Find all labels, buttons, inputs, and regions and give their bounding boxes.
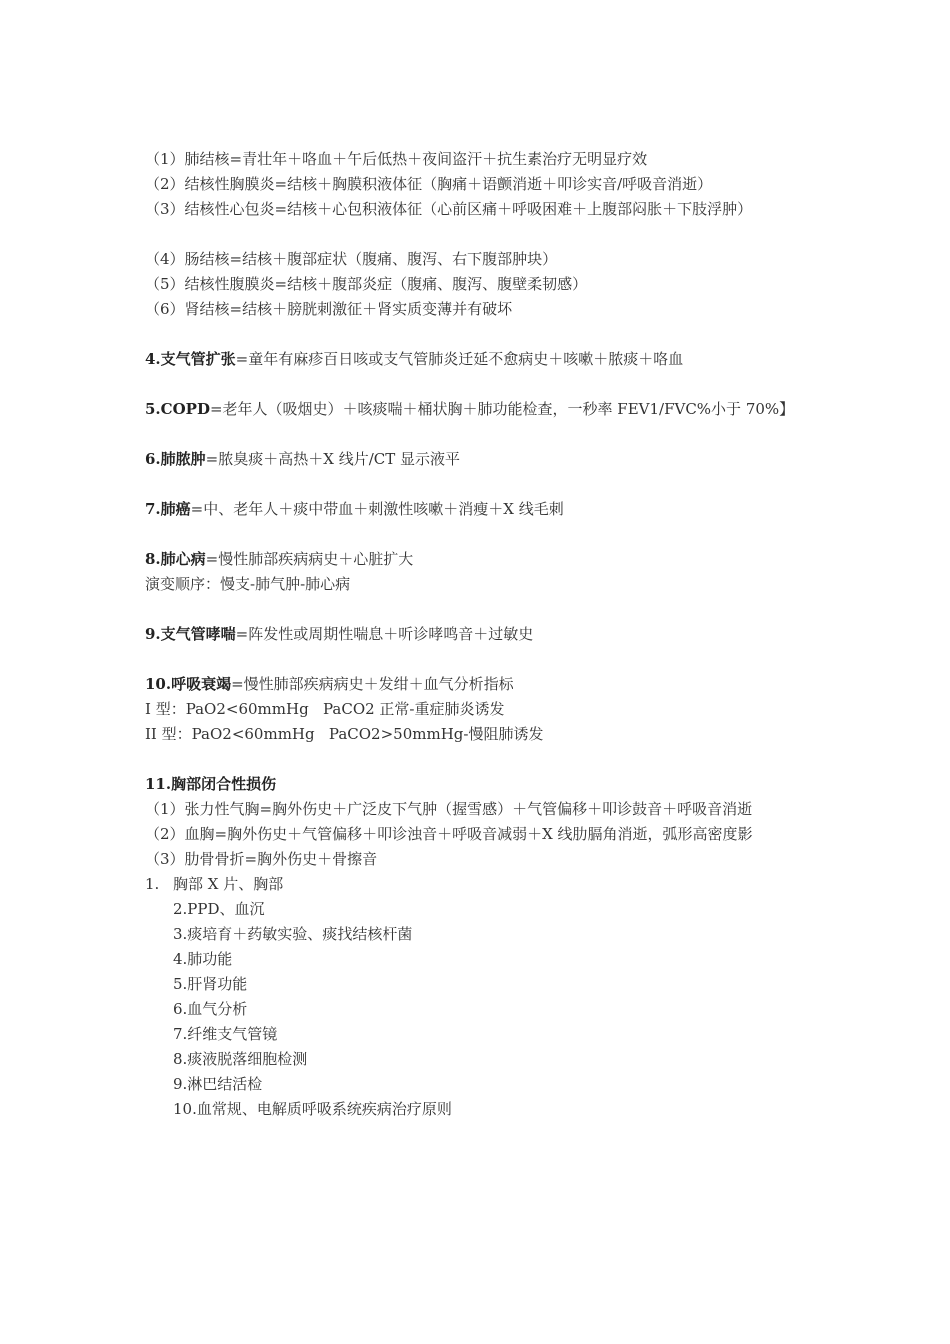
exam-list-text: 胸部 X 片、胸部: [173, 875, 284, 893]
spacer: [145, 647, 810, 672]
bronchiectasis-desc: =童年有麻疹百日咳或支气管肺炎迁延不愈病史＋咳嗽＋脓痰＋咯血: [235, 350, 684, 368]
respiratory-failure-type1: I 型：PaO2<60mmHg PaCO2 正常-重症肺炎诱发: [145, 700, 505, 718]
list-item: 6.血气分析: [173, 1000, 248, 1018]
list-item: 8.痰液脱落细胞检测: [173, 1050, 308, 1068]
copd-desc: =老年人（吸烟史）＋咳痰喘＋桶状胸＋肺功能检查，一秒率 FEV1/FVC%小于 70%】: [209, 400, 795, 418]
spacer: [145, 422, 810, 447]
list-item: 10.血常规、电解质呼吸系统疾病治疗原则: [173, 1100, 452, 1118]
spacer: [145, 522, 810, 547]
chest-injury-item-3: （3）肋骨骨折=胸外伤史＋骨擦音: [145, 850, 378, 868]
list-item: 4.肺功能: [173, 950, 233, 968]
list-item: 7.纤维支气管镜: [173, 1025, 278, 1043]
spacer: [145, 372, 810, 397]
respiratory-failure-term: 10.呼吸衰竭: [145, 675, 232, 693]
tuberculosis-section: [145, 147, 810, 322]
tb-item-3: （3）结核性心包炎=结核＋心包积液体征（心前区痛＋呼吸困难＋上腹部闷胀＋下肢浮肿）: [145, 200, 753, 218]
tb-item-6: （6）肾结核=结核＋膀胱刺激征＋肾实质变薄并有破坏: [145, 300, 513, 318]
cor-pulmonale-term: 8.肺心病: [145, 550, 206, 568]
lung-cancer-desc: =中、老年人＋痰中带血＋刺激性咳嗽＋消瘦＋X 线毛刺: [190, 500, 564, 518]
spacer: [145, 222, 810, 247]
lung-cancer-line: [145, 497, 810, 522]
lung-abscess-term: 6.肺脓肿: [145, 450, 206, 468]
spacer: [145, 597, 810, 622]
exam-list-item-1: [145, 872, 810, 897]
lung-abscess-desc: =脓臭痰＋高热＋X 线片/CT 显示液平: [205, 450, 460, 468]
copd-term: 5.COPD: [145, 400, 210, 418]
copd-line: [145, 397, 810, 422]
list-item: 2.PPD、血沉: [173, 900, 265, 918]
tb-item-1: （1）肺结核=青壮年＋咯血＋午后低热＋夜间盗汗＋抗生素治疗无明显疗效: [145, 150, 648, 168]
lung-abscess-line: [145, 447, 810, 472]
tb-item-4: （4）肠结核=结核＋腹部症状（腹痛、腹泻、右下腹部肿块）: [145, 250, 558, 268]
exam-list: [145, 897, 810, 1122]
spacer: [145, 747, 810, 772]
chest-injury-item-1: （1）张力性气胸=胸外伤史＋广泛皮下气肿（握雪感）＋气管偏移＋叩诊鼓音＋呼吸音消逝: [145, 800, 753, 818]
lung-cancer-term: 7.肺癌: [145, 500, 191, 518]
cor-pulmonale-desc: =慢性肺部疾病病史＋心脏扩大: [205, 550, 414, 568]
exam-list-number: 1.: [145, 875, 160, 893]
cor-pulmonale-progression: 演变顺序：慢支-肺气肿-肺心病: [145, 575, 351, 593]
asthma-term: 9.支气管哮喘: [145, 625, 236, 643]
spacer: [145, 322, 810, 347]
asthma-desc: =阵发性或周期性喘息＋听诊哮鸣音＋过敏史: [235, 625, 534, 643]
spacer: [145, 472, 810, 497]
chest-injury-item-2: （2）血胸=胸外伤史＋气管偏移＋叩诊浊音＋呼吸音减弱＋X 线肋膈角消逝，弧形高密度影: [145, 825, 753, 843]
asthma-line: [145, 622, 810, 647]
bronchiectasis-term: 4.支气管扩张: [145, 350, 236, 368]
document-page: [145, 147, 810, 1122]
list-item: 3.痰培育＋药敏实验、痰找结核杆菌: [173, 925, 413, 943]
respiratory-failure-type2: II 型：PaO2<60mmHg PaCO2>50mmHg-慢阻肺诱发: [145, 725, 544, 743]
bronchiectasis-line: [145, 347, 810, 372]
chest-injury-heading: 11.胸部闭合性损伤: [145, 775, 277, 793]
respiratory-failure-line: [145, 672, 810, 697]
list-item: 5.肝肾功能: [173, 975, 248, 993]
respiratory-failure-desc: =慢性肺部疾病病史＋发绀＋血气分析指标: [231, 675, 514, 693]
cor-pulmonale-line: [145, 547, 810, 572]
list-item: 9.淋巴结活检: [173, 1075, 263, 1093]
tb-item-5: （5）结核性腹膜炎=结核＋腹部炎症（腹痛、腹泻、腹壁柔韧感）: [145, 275, 588, 293]
tb-item-2: （2）结核性胸膜炎=结核＋胸膜积液体征（胸痛＋语颤消逝＋叩诊实音/呼吸音消逝）: [145, 175, 713, 193]
